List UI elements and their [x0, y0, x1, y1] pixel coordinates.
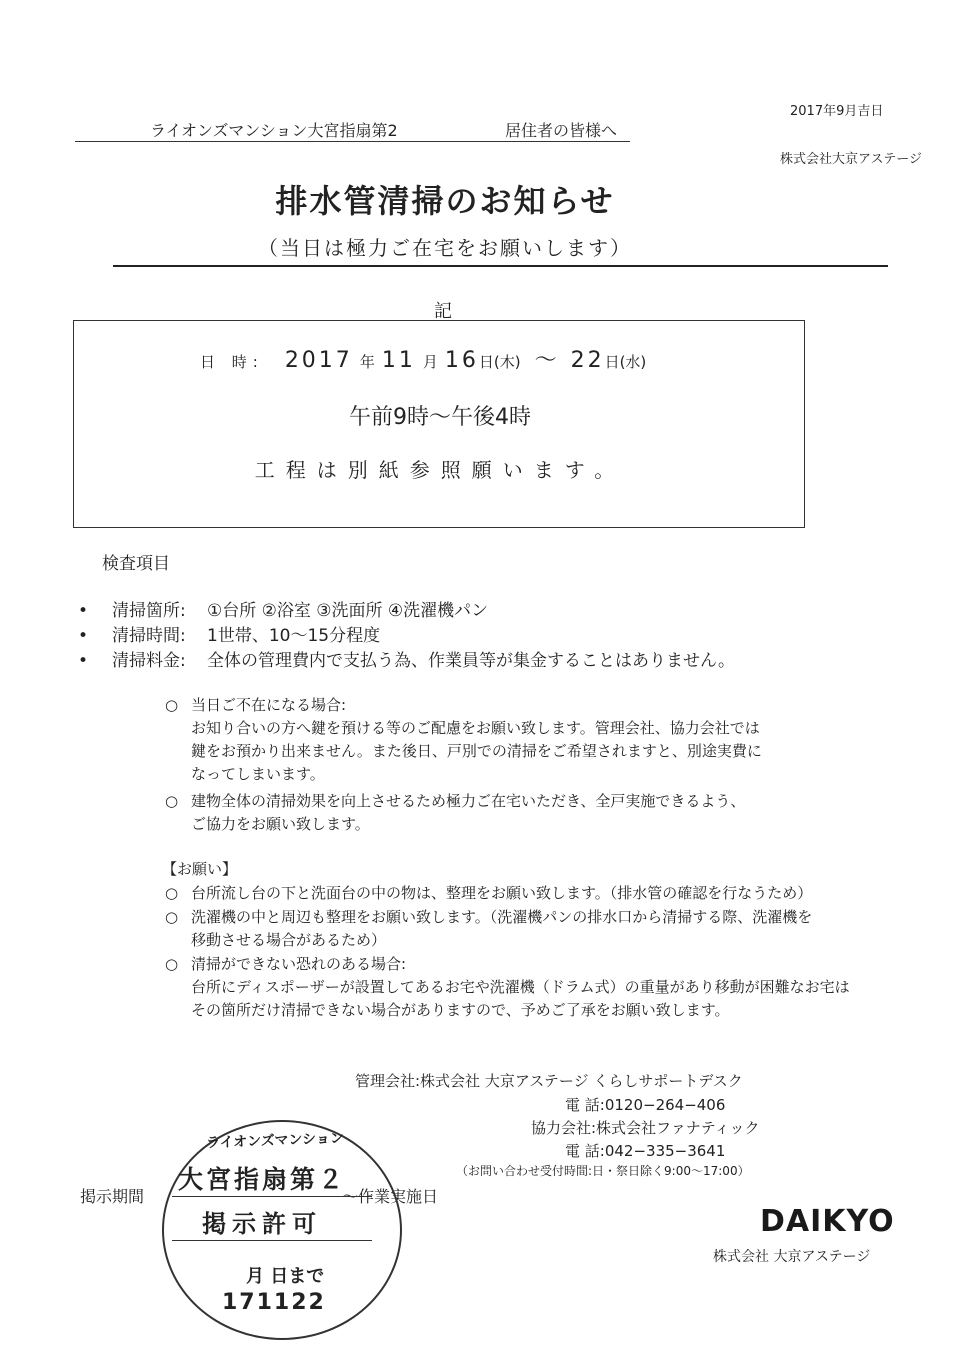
- request-item: [165, 882, 812, 905]
- bullet-icon: •: [78, 601, 89, 621]
- schedule-year: 2017: [284, 348, 353, 373]
- bullet-icon: •: [78, 651, 89, 671]
- inspection-label: 清掃箇所:: [112, 601, 186, 621]
- schedule-month: 11: [381, 348, 416, 373]
- note-line: ご協力をお願い致します。: [191, 815, 370, 833]
- page-subtitle: （当日は極力ご在宅をお願いします）: [258, 236, 632, 260]
- schedule-tilde: 〜: [534, 348, 557, 373]
- mgmt-company: 管理会社:株式会社 大京アステージ くらしサポートデスク: [355, 1072, 743, 1090]
- posting-approval-stamp: [162, 1120, 402, 1340]
- posting-period-end: 〜作業実施日: [342, 1187, 439, 1206]
- contact-hours: （お問い合わせ受付時間:日・祭日除く9:00〜17:00）: [456, 1164, 750, 1178]
- issuer-company: 株式会社大京アステージ: [780, 152, 922, 167]
- stamp-line: 掲示許可: [202, 1210, 322, 1238]
- request-line: 清掃ができない恐れのある場合:: [191, 955, 407, 973]
- schedule-start-unit: 日(木): [478, 353, 521, 371]
- note-line: なってしまいます。: [191, 765, 325, 783]
- note-line: 鍵をお預かり出来ません。また後日、戸別での清掃をご希望されますと、別途実費に: [191, 742, 762, 760]
- partner-company: 協力会社:株式会社ファナティック: [531, 1119, 760, 1137]
- request-line: 移動させる場合があるため）: [191, 931, 387, 949]
- note-item: [165, 694, 762, 786]
- schedule-process: 工程は別紙参照願います。: [254, 458, 626, 482]
- inspection-label: 清掃時間:: [112, 626, 186, 646]
- partner-phone: 電 話:042−335−3641: [565, 1142, 726, 1160]
- schedule-label: 日 時:: [200, 353, 264, 371]
- bullet-icon: •: [78, 626, 89, 646]
- stamp-line: 171122: [222, 1290, 326, 1315]
- stamp-line: ライオンズマンション: [205, 1130, 345, 1152]
- note-line: お知り合いの方へ鍵を預ける等のご配慮をお願い致します。管理会社、協力会社では: [191, 719, 760, 737]
- daikyo-logo: DAIKYO: [760, 1204, 895, 1239]
- inspection-item: [78, 646, 735, 671]
- page-title: 排水管清掃のお知らせ: [275, 182, 615, 220]
- inspection-text: 1世帯、10〜15分程度: [207, 626, 381, 646]
- logo-company-name: 株式会社 大京アステージ: [713, 1249, 871, 1265]
- inspection-item: [78, 596, 488, 621]
- request-item: [165, 906, 812, 952]
- inspection-heading: 検査項目: [102, 554, 170, 574]
- schedule-time: 午前9時〜午後4時: [349, 405, 531, 430]
- request-line: 台所流し台の下と洗面台の中の物は、整理をお願い致します。（排水管の確認を行なうため）: [191, 884, 813, 902]
- inspection-text: ①台所 ②浴室 ③洗面所 ④洗濯機パン: [207, 601, 489, 621]
- circle-icon: ○: [165, 884, 179, 902]
- building-name: ライオンズマンション大宮指扇第2: [150, 121, 398, 140]
- circle-icon: ○: [165, 955, 179, 973]
- schedule-end-unit: 日(水): [604, 353, 647, 371]
- note-line: 当日ご不在になる場合:: [191, 696, 347, 714]
- stamp-rule: [172, 1240, 372, 1241]
- address-underline: [75, 141, 630, 142]
- circle-icon: ○: [165, 792, 179, 810]
- posting-period-label: 掲示期間: [80, 1187, 145, 1206]
- notice-date: 2017年9月吉日: [790, 104, 884, 119]
- schedule-end-day: 22: [570, 348, 605, 373]
- circle-icon: ○: [165, 908, 179, 926]
- schedule-year-unit: 年: [359, 353, 375, 371]
- inspection-text: 全体の管理費内で支払う為、作業員等が集金することはありません。: [207, 651, 736, 671]
- stamp-line: 大宮指扇第２: [178, 1165, 347, 1194]
- stamp-line: 月 日まで: [246, 1266, 325, 1287]
- request-line: 台所にディスポーザーが設置してあるお宅や洗濯機（ドラム式）の重量があり移動が困難なお宅は: [191, 978, 850, 996]
- request-line: その箇所だけ清掃できない場合がありますので、予めご了承をお願い致します。: [191, 1001, 730, 1019]
- schedule-date-row: [200, 343, 646, 374]
- inspection-item: [78, 621, 380, 646]
- request-heading: 【お願い】: [162, 860, 238, 878]
- inspection-label: 清掃料金:: [112, 651, 186, 671]
- schedule-start-day: 16: [444, 348, 479, 373]
- note-line: 建物全体の清掃効果を向上させるため極力ご在宅いただき、全戸実施できるよう、: [191, 792, 746, 810]
- request-line: 洗濯機の中と周辺も整理をお願い致します。（洗濯機パンの排水口から清掃する際、洗濯機を: [191, 908, 813, 926]
- note-item: [165, 790, 745, 836]
- circle-icon: ○: [165, 696, 179, 714]
- ki-mark: 記: [434, 301, 452, 322]
- title-divider: [113, 265, 888, 267]
- request-item: [165, 953, 850, 1022]
- schedule-month-unit: 月: [422, 353, 438, 371]
- addressee: 居住者の皆様へ: [505, 121, 618, 140]
- mgmt-phone: 電 話:0120−264−406: [565, 1096, 726, 1114]
- stamp-rule: [172, 1196, 372, 1197]
